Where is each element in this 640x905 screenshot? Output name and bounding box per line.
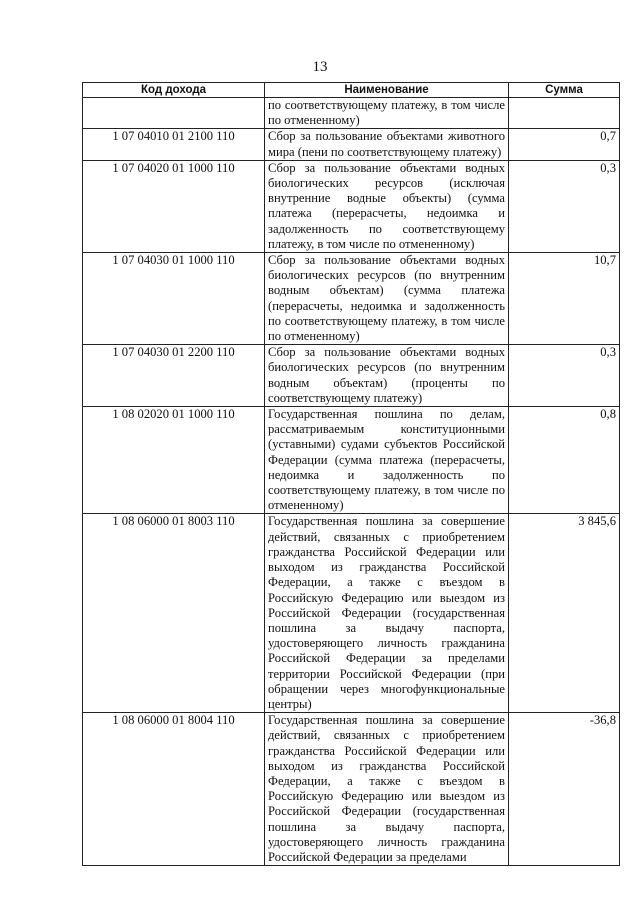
- revenue-code-cell: 1 08 02020 01 1000 110: [83, 407, 265, 514]
- table-row: [83, 129, 620, 160]
- revenue-name-cell: Сбор за пользование объектами водных биологических ресурсов (по внутренним водным объектам) (проценты по соответствующему платежу): [265, 345, 509, 407]
- revenue-name-cell: по соответствующему платежу, в том числе по отмененному): [265, 98, 509, 129]
- revenue-sum-cell: 3 845,6: [509, 514, 620, 713]
- column-header-sum: Сумма: [509, 83, 620, 98]
- revenue-code-cell: 1 07 04020 01 1000 110: [83, 160, 265, 252]
- revenue-sum-cell: 0,7: [509, 129, 620, 160]
- revenue-name-cell: Государственная пошлина по делам, рассматриваемым конституционными (уставными) судами субъектов Российской Федерации (сумма платежа (перерасчеты, недоимка и задолженность по соответствующему платежу, в том числе по отмененному): [265, 407, 509, 514]
- revenue-name-cell: Государственная пошлина за совершение действий, связанных с приобретением гражданства Российской Федерации или выходом из гражданства Российской Федерации, а также с въездом в Российскую Федерацию или выездом из Российской Федерации (государственная пошлина за выдачу паспорта, удостоверяющего личность гражданина Российской Федерации за пределами территории Российской Федерации (при обращении через многофункциональные центры): [265, 514, 509, 713]
- table-row: [83, 160, 620, 252]
- revenue-name-cell: Сбор за пользование объектами животного мира (пени по соответствующему платежу): [265, 129, 509, 160]
- revenue-name-cell: Сбор за пользование объектами водных биологических ресурсов (исключая внутренние водные объекты) (сумма платежа (перерасчеты, недоимка и задолженность по соответствующему платежу, в том числе по отмененному): [265, 160, 509, 252]
- revenue-sum-cell: 0,3: [509, 160, 620, 252]
- revenue-code-cell: 1 08 06000 01 8003 110: [83, 514, 265, 713]
- table-row: [83, 514, 620, 713]
- revenue-code-cell: 1 07 04030 01 2200 110: [83, 345, 265, 407]
- revenue-sum-cell: 0,8: [509, 407, 620, 514]
- revenue-table: [82, 82, 620, 866]
- revenue-sum-cell: 10,7: [509, 253, 620, 345]
- revenue-sum-cell: -36,8: [509, 713, 620, 866]
- revenue-sum-cell: 0,3: [509, 345, 620, 407]
- table-row: [83, 407, 620, 514]
- revenue-sum-cell: [509, 98, 620, 129]
- revenue-code-cell: [83, 98, 265, 129]
- revenue-code-cell: 1 08 06000 01 8004 110: [83, 713, 265, 866]
- table-row: [83, 253, 620, 345]
- table-row: [83, 98, 620, 129]
- table-row: [83, 345, 620, 407]
- page-number: 13: [312, 59, 328, 75]
- column-header-name: Наименование: [265, 83, 509, 98]
- column-header-code: Код дохода: [83, 83, 265, 98]
- table-header-row: [83, 83, 620, 98]
- table-row: [83, 713, 620, 866]
- revenue-name-cell: Сбор за пользование объектами водных биологических ресурсов (по внутренним водным объектам) (сумма платежа (перерасчеты, недоимка и задолженность по соответствующему платежу, в том числе по отмененному): [265, 253, 509, 345]
- revenue-name-cell: Государственная пошлина за совершение действий, связанных с приобретением гражданства Российской Федерации или выходом из гражданства Российской Федерации, а также с въездом в Российскую Федерацию или выездом из Российской Федерации (государственная пошлина за выдачу паспорта, удостоверяющего личность гражданина Российской Федерации за пределами: [265, 713, 509, 866]
- revenue-code-cell: 1 07 04010 01 2100 110: [83, 129, 265, 160]
- revenue-code-cell: 1 07 04030 01 1000 110: [83, 253, 265, 345]
